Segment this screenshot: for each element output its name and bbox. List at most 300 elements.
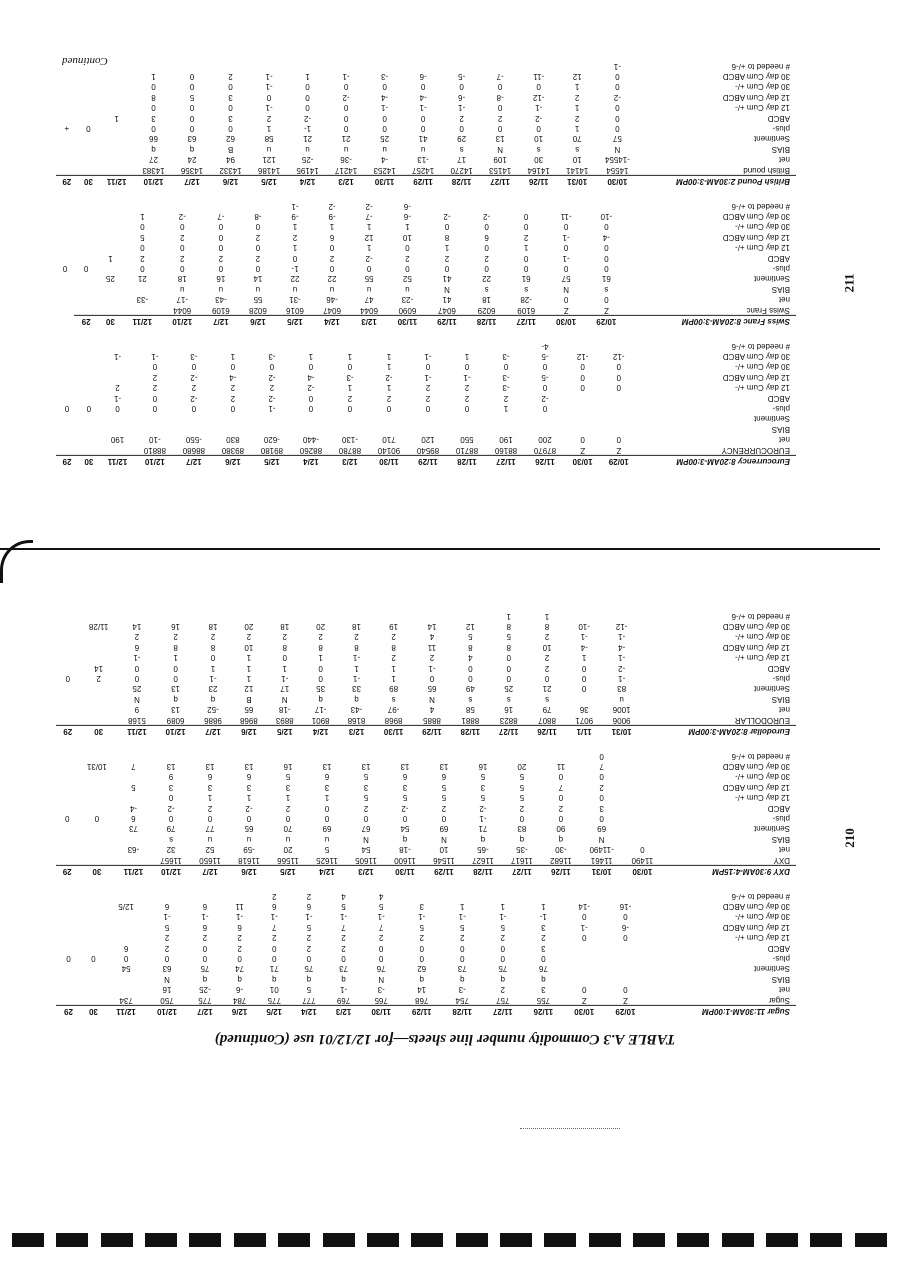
table-cell: 0	[218, 222, 224, 232]
table-cell: 25	[380, 134, 390, 144]
table-cell: q	[480, 834, 486, 844]
table-cell: -8	[254, 211, 262, 221]
table-cell	[605, 952, 646, 962]
table-cell: 1	[114, 113, 119, 123]
row-label: net	[778, 155, 790, 165]
table-cell: 0	[542, 362, 548, 372]
scan-mark	[56, 1233, 88, 1247]
table-cell: 2	[497, 113, 503, 123]
table-cell	[56, 704, 80, 714]
table-cell: 7	[378, 922, 384, 932]
table-cell	[541, 750, 580, 760]
table-cell: 5	[363, 772, 369, 782]
table-cell: 1	[292, 222, 298, 232]
table-cell: 0	[419, 953, 424, 963]
table-row	[56, 750, 796, 760]
table-cell: -14	[578, 901, 591, 911]
table-cell: -1	[265, 103, 273, 113]
table-cell	[56, 932, 81, 942]
table-cell	[56, 620, 80, 630]
table-cell: 5	[164, 922, 170, 932]
table-cell: 0	[218, 243, 224, 253]
table-row	[56, 610, 796, 620]
table-cell: 13	[322, 761, 332, 771]
table-cell: q	[272, 974, 277, 984]
table-cell: 6	[123, 943, 129, 953]
table-cell	[81, 932, 106, 942]
table-cell: -1	[163, 912, 171, 922]
table-cell	[269, 750, 308, 760]
table-cell: 0	[66, 953, 71, 963]
table-row	[56, 350, 796, 360]
table-cell: N	[363, 834, 369, 844]
table-cell: 36	[579, 705, 589, 715]
table-cell: 777	[302, 995, 316, 1005]
table-cell: 63	[187, 134, 197, 144]
table-row	[56, 994, 796, 1005]
table-cell: 1	[246, 793, 252, 803]
table-cell: 1	[151, 71, 156, 81]
table-cell: 18	[208, 621, 218, 631]
table-cell: 73	[128, 824, 138, 834]
date-cell: 11/30	[374, 725, 412, 736]
date-cell: 30	[78, 175, 100, 186]
table-cell: 6	[202, 901, 208, 911]
table-cell	[78, 143, 100, 153]
table-cell	[74, 304, 98, 315]
date-cell: 12/11	[123, 315, 163, 326]
table-row	[56, 921, 796, 931]
table-cell: 6109	[517, 305, 536, 315]
table-cell: 29	[457, 134, 467, 144]
table-cell: 13	[361, 761, 371, 771]
table-cell: 7	[341, 922, 346, 932]
table-cell: 12	[364, 232, 374, 242]
date-cell: 11/27	[490, 725, 528, 736]
table-cell	[99, 122, 134, 132]
table-cell: 1	[386, 362, 392, 372]
table-cell: -4	[602, 232, 610, 242]
table-cell: -1	[377, 912, 385, 922]
table-cell: q	[151, 144, 156, 154]
table-cell: 0	[228, 123, 233, 133]
table-cell	[74, 200, 98, 210]
table-cell: 83	[517, 824, 527, 834]
table-cell: 0	[425, 362, 431, 372]
table-cell	[565, 423, 601, 433]
table-cell: u	[420, 144, 426, 154]
table-cell: 13	[400, 761, 410, 771]
table-cell	[100, 371, 136, 381]
table-cell: 2	[599, 782, 604, 792]
table-cell: 0	[86, 123, 91, 133]
table-cell	[605, 973, 646, 983]
table-cell: q	[318, 694, 323, 704]
table-cell: 830	[226, 435, 240, 445]
table-cell	[56, 854, 78, 865]
table-cell	[80, 714, 118, 725]
table-cell	[288, 60, 327, 70]
table-cell	[98, 210, 122, 220]
row-label: BIAS	[771, 424, 790, 434]
table-cell: 1	[581, 653, 587, 663]
table-cell	[135, 423, 174, 433]
table-row	[56, 340, 796, 350]
table-cell	[106, 973, 147, 983]
row-label: DXY	[773, 855, 790, 865]
table-cell: 2	[363, 803, 369, 813]
table-cell: 109	[493, 155, 507, 165]
table-cell	[408, 423, 447, 433]
table-cell: 20	[517, 761, 527, 771]
table-cell	[339, 610, 375, 620]
date-cell: 12/10	[162, 315, 202, 326]
table-cell	[56, 143, 78, 153]
table-cell: 0	[378, 953, 384, 963]
table-cell: 0	[151, 123, 156, 133]
row-label: Sentiment	[753, 274, 790, 284]
table-row	[56, 704, 796, 714]
table-cell: 21	[303, 134, 313, 144]
date-cell: 12/4	[291, 455, 330, 466]
table-cell: 0	[343, 103, 349, 113]
table-cell: 5	[189, 92, 195, 102]
row-label: 30 day Cum +/-	[735, 772, 790, 782]
table-cell: 4-	[541, 341, 549, 351]
table-cell: 2	[282, 632, 287, 642]
table-cell: 24	[187, 155, 197, 165]
table-cell: 14	[132, 621, 142, 631]
table-cell: 0	[366, 263, 372, 273]
table-cell	[564, 963, 605, 973]
table-cell: 14554	[606, 165, 629, 175]
table-cell: 0	[616, 435, 621, 445]
table-cell: -1	[352, 653, 361, 663]
table-cell: 2	[152, 372, 158, 382]
table-cell	[81, 890, 106, 900]
table-cell: 0	[484, 243, 489, 253]
date-cell: 12/7	[195, 725, 231, 736]
scan-mark	[323, 1233, 355, 1247]
table-cell: 8	[391, 642, 396, 652]
table-cell: 1006	[612, 705, 631, 715]
table-cell	[401, 890, 442, 900]
table-cell	[174, 340, 213, 350]
row-label: Sentiment	[753, 414, 790, 424]
table-cell	[451, 610, 489, 620]
table-cell: 2	[140, 253, 145, 263]
table-cell: -2	[365, 201, 373, 211]
table-cell: 10	[542, 642, 552, 652]
table-cell: 0	[623, 912, 628, 922]
table-cell: 2	[391, 653, 396, 663]
block-name: DXY 9:30AM-4:15PM	[662, 865, 796, 876]
table-cell	[74, 273, 98, 283]
table-cell: 0	[363, 813, 369, 823]
date-cell: 11/27	[483, 1005, 524, 1016]
table-cell: 1	[366, 222, 372, 232]
table-cell: 3	[402, 782, 408, 792]
row-label: 30 day Cum ABCD	[722, 211, 790, 221]
table-cell: q	[306, 974, 312, 984]
date-header-row	[56, 455, 796, 466]
date-cell: 11/29	[401, 1005, 442, 1016]
table-cell: -2	[190, 393, 198, 403]
table-cell: -31	[289, 295, 301, 305]
table-cell	[56, 81, 78, 91]
table-cell: 11	[427, 642, 437, 652]
table-cell: 30	[534, 155, 544, 165]
table-cell: 0	[228, 82, 233, 92]
table-cell: u	[329, 284, 335, 294]
table-cell: 0	[272, 943, 277, 953]
table-cell: 0	[420, 113, 426, 123]
table-cell: 0	[623, 985, 628, 995]
table-cell	[195, 610, 231, 620]
table-cell	[605, 963, 646, 973]
table-cell	[526, 413, 565, 423]
table-row	[56, 900, 796, 910]
table-cell	[78, 434, 100, 444]
table-cell: 2	[523, 232, 529, 242]
table-cell	[81, 963, 106, 973]
table-cell	[81, 994, 106, 1005]
table-cell: 74	[235, 964, 245, 974]
table-cell: 76	[538, 964, 548, 974]
block-name: British Pound 2:30AM-3:00PM	[638, 175, 796, 186]
table-cell: 70	[572, 134, 582, 144]
table-cell: 14153	[489, 165, 512, 175]
row-label: BIAS	[771, 284, 790, 294]
table-cell	[99, 164, 134, 175]
table-cell: 62	[226, 134, 235, 144]
table-cell	[78, 413, 100, 423]
date-cell: 10/31	[580, 865, 623, 876]
table-cell: -2	[618, 663, 626, 673]
table-cell: -1	[305, 912, 313, 922]
table-cell: 0	[405, 243, 410, 253]
table-cell: 0	[123, 953, 129, 963]
date-cell: 11/30	[361, 1005, 402, 1016]
table-cell	[564, 973, 605, 983]
table-cell	[56, 771, 78, 781]
table-cell	[506, 200, 546, 210]
table-cell	[565, 413, 601, 423]
table-cell: 0	[616, 372, 621, 382]
table-cell	[303, 610, 339, 620]
table-cell: 6089	[166, 715, 185, 725]
table-cell: 75	[304, 964, 314, 974]
table-cell: 1	[230, 351, 236, 361]
table-cell: -8	[496, 92, 504, 102]
table-cell: -1	[270, 912, 278, 922]
table-cell: 0	[615, 123, 620, 133]
date-cell: 12/5	[269, 865, 308, 876]
table-cell: 0	[230, 403, 236, 413]
table-row	[56, 973, 796, 983]
table-cell: 0	[168, 813, 174, 823]
table-cell: 0	[65, 673, 71, 683]
table-cell: -11	[533, 71, 545, 81]
table-cell: 13	[171, 705, 181, 715]
table-cell: 0	[580, 383, 585, 393]
table-cell: 10	[244, 642, 254, 652]
table-cell: 0	[523, 211, 529, 221]
table-cell	[78, 70, 100, 80]
table-cell: -1	[618, 653, 626, 663]
table-cell: 2	[272, 933, 277, 943]
table-cell: 2	[173, 632, 178, 642]
page-number-top: 211	[841, 273, 857, 293]
table-cell	[213, 423, 252, 433]
date-header-row	[56, 725, 796, 736]
table-cell: 16	[171, 621, 181, 631]
table-cell	[564, 942, 605, 952]
table-cell: 6	[246, 772, 252, 782]
date-cell: 12/3	[346, 865, 385, 876]
table-cell: 49	[465, 684, 475, 694]
table-cell: 88260	[299, 445, 323, 455]
table-cell: 1	[308, 351, 314, 361]
table-row	[56, 164, 796, 175]
table-cell: 5	[419, 922, 424, 932]
table-eurocurrency	[56, 340, 796, 466]
table-cell: 8	[506, 621, 511, 631]
table-cell: 17	[280, 684, 290, 694]
table-cell	[56, 641, 80, 651]
table-cell: 8807	[538, 715, 556, 725]
table-cell: 2	[306, 933, 312, 943]
table-cell: 0	[558, 793, 564, 803]
table-cell	[100, 361, 136, 371]
table-cell: -2	[304, 113, 312, 123]
table-cell: 8	[468, 642, 473, 652]
table-cell: 25	[504, 684, 514, 694]
table-cell	[56, 994, 81, 1005]
table-cell: 14332	[219, 165, 242, 175]
table-cell: 3	[419, 901, 424, 911]
table-cell: 70	[283, 824, 293, 834]
table-cell: 58	[465, 705, 475, 715]
table-cell	[601, 340, 637, 350]
table-cell: q	[519, 834, 525, 844]
date-cell: 11/27	[487, 455, 526, 466]
table-cell	[602, 610, 641, 620]
table-cell: 0	[151, 103, 156, 113]
row-label: # needed to +/-6	[731, 341, 790, 351]
table-cell: 6016	[286, 305, 304, 315]
row-label: 30 day Cum +/-	[735, 632, 790, 642]
table-row	[56, 844, 796, 854]
table-cell	[56, 60, 78, 70]
row-label: British pound	[743, 165, 790, 175]
table-cell	[447, 423, 486, 433]
table-cell	[601, 392, 637, 402]
table-cell: 1	[324, 793, 330, 803]
table-cell: 2	[541, 933, 546, 943]
table-cell	[56, 371, 78, 381]
table-cell: 5	[140, 232, 145, 242]
row-label: 30 day Cum +/-	[735, 362, 790, 372]
table-cell	[546, 200, 586, 210]
table-cell	[327, 60, 366, 70]
row-label: net	[778, 845, 790, 855]
table-cell	[56, 70, 78, 80]
table-cell: -14554	[604, 155, 630, 165]
table-cell: 11627	[472, 855, 494, 865]
table-cell: 0	[468, 673, 473, 683]
table-cell: 1	[285, 793, 291, 803]
date-cell: 12/6	[213, 455, 252, 466]
table-cell	[56, 242, 74, 252]
table-cell	[291, 413, 330, 423]
page-divider	[0, 548, 880, 550]
table-cell: 0	[134, 663, 140, 673]
date-cell: 12/5	[257, 1005, 292, 1016]
table-cell: 0	[180, 222, 185, 232]
table-cell: -35	[516, 845, 528, 855]
table-cell: 0	[140, 222, 145, 232]
table-cell	[369, 423, 408, 433]
table-cell	[78, 133, 100, 143]
table-cell	[106, 911, 147, 921]
table-cell: 90	[556, 824, 566, 834]
row-label: 30 day Cum ABCD	[722, 901, 790, 911]
table-cell	[81, 911, 106, 921]
table-cell: -12	[612, 351, 625, 361]
table-cell	[565, 340, 601, 350]
table-row	[56, 70, 796, 80]
table-cell: 2	[230, 393, 236, 403]
table-cell: 9886	[204, 715, 222, 725]
table-cell: 0	[318, 663, 323, 673]
table-cell	[78, 750, 115, 760]
table-cell	[213, 413, 252, 423]
table-cell: u	[180, 284, 185, 294]
table-cell: 8	[544, 621, 550, 631]
table-cell	[80, 641, 118, 651]
table-cell: 6	[202, 922, 208, 932]
row-label: 12 day Cum +/-	[735, 383, 790, 393]
table-cell: 2	[341, 943, 346, 953]
table-cell	[74, 283, 98, 293]
table-cell: q	[173, 694, 178, 704]
table-cell: u	[246, 834, 252, 844]
table-cell: 8	[173, 642, 178, 652]
table-row	[56, 631, 796, 641]
table-cell: -2	[268, 393, 276, 403]
table-cell: 8	[282, 642, 287, 652]
row-label: BIAS	[771, 144, 790, 154]
date-cell: 30	[78, 865, 115, 876]
table-cell: 13	[171, 684, 181, 694]
table-cell: u	[343, 144, 349, 154]
table-cell: 88160	[494, 445, 518, 455]
table-cell: Z	[603, 305, 609, 315]
table-cell: q	[341, 974, 346, 984]
table-cell: 2	[441, 803, 447, 813]
table-cell: -11	[560, 211, 572, 221]
table-cell	[523, 890, 564, 900]
table-cell	[202, 200, 239, 210]
table-cell	[99, 154, 134, 164]
table-cell: 0	[134, 673, 140, 683]
date-cell: 10/31	[558, 175, 597, 186]
table-cell: 90140	[377, 445, 401, 455]
table-cell: 0	[318, 673, 323, 683]
table-cell: -620	[263, 435, 280, 445]
table-cell: 8	[318, 642, 323, 652]
